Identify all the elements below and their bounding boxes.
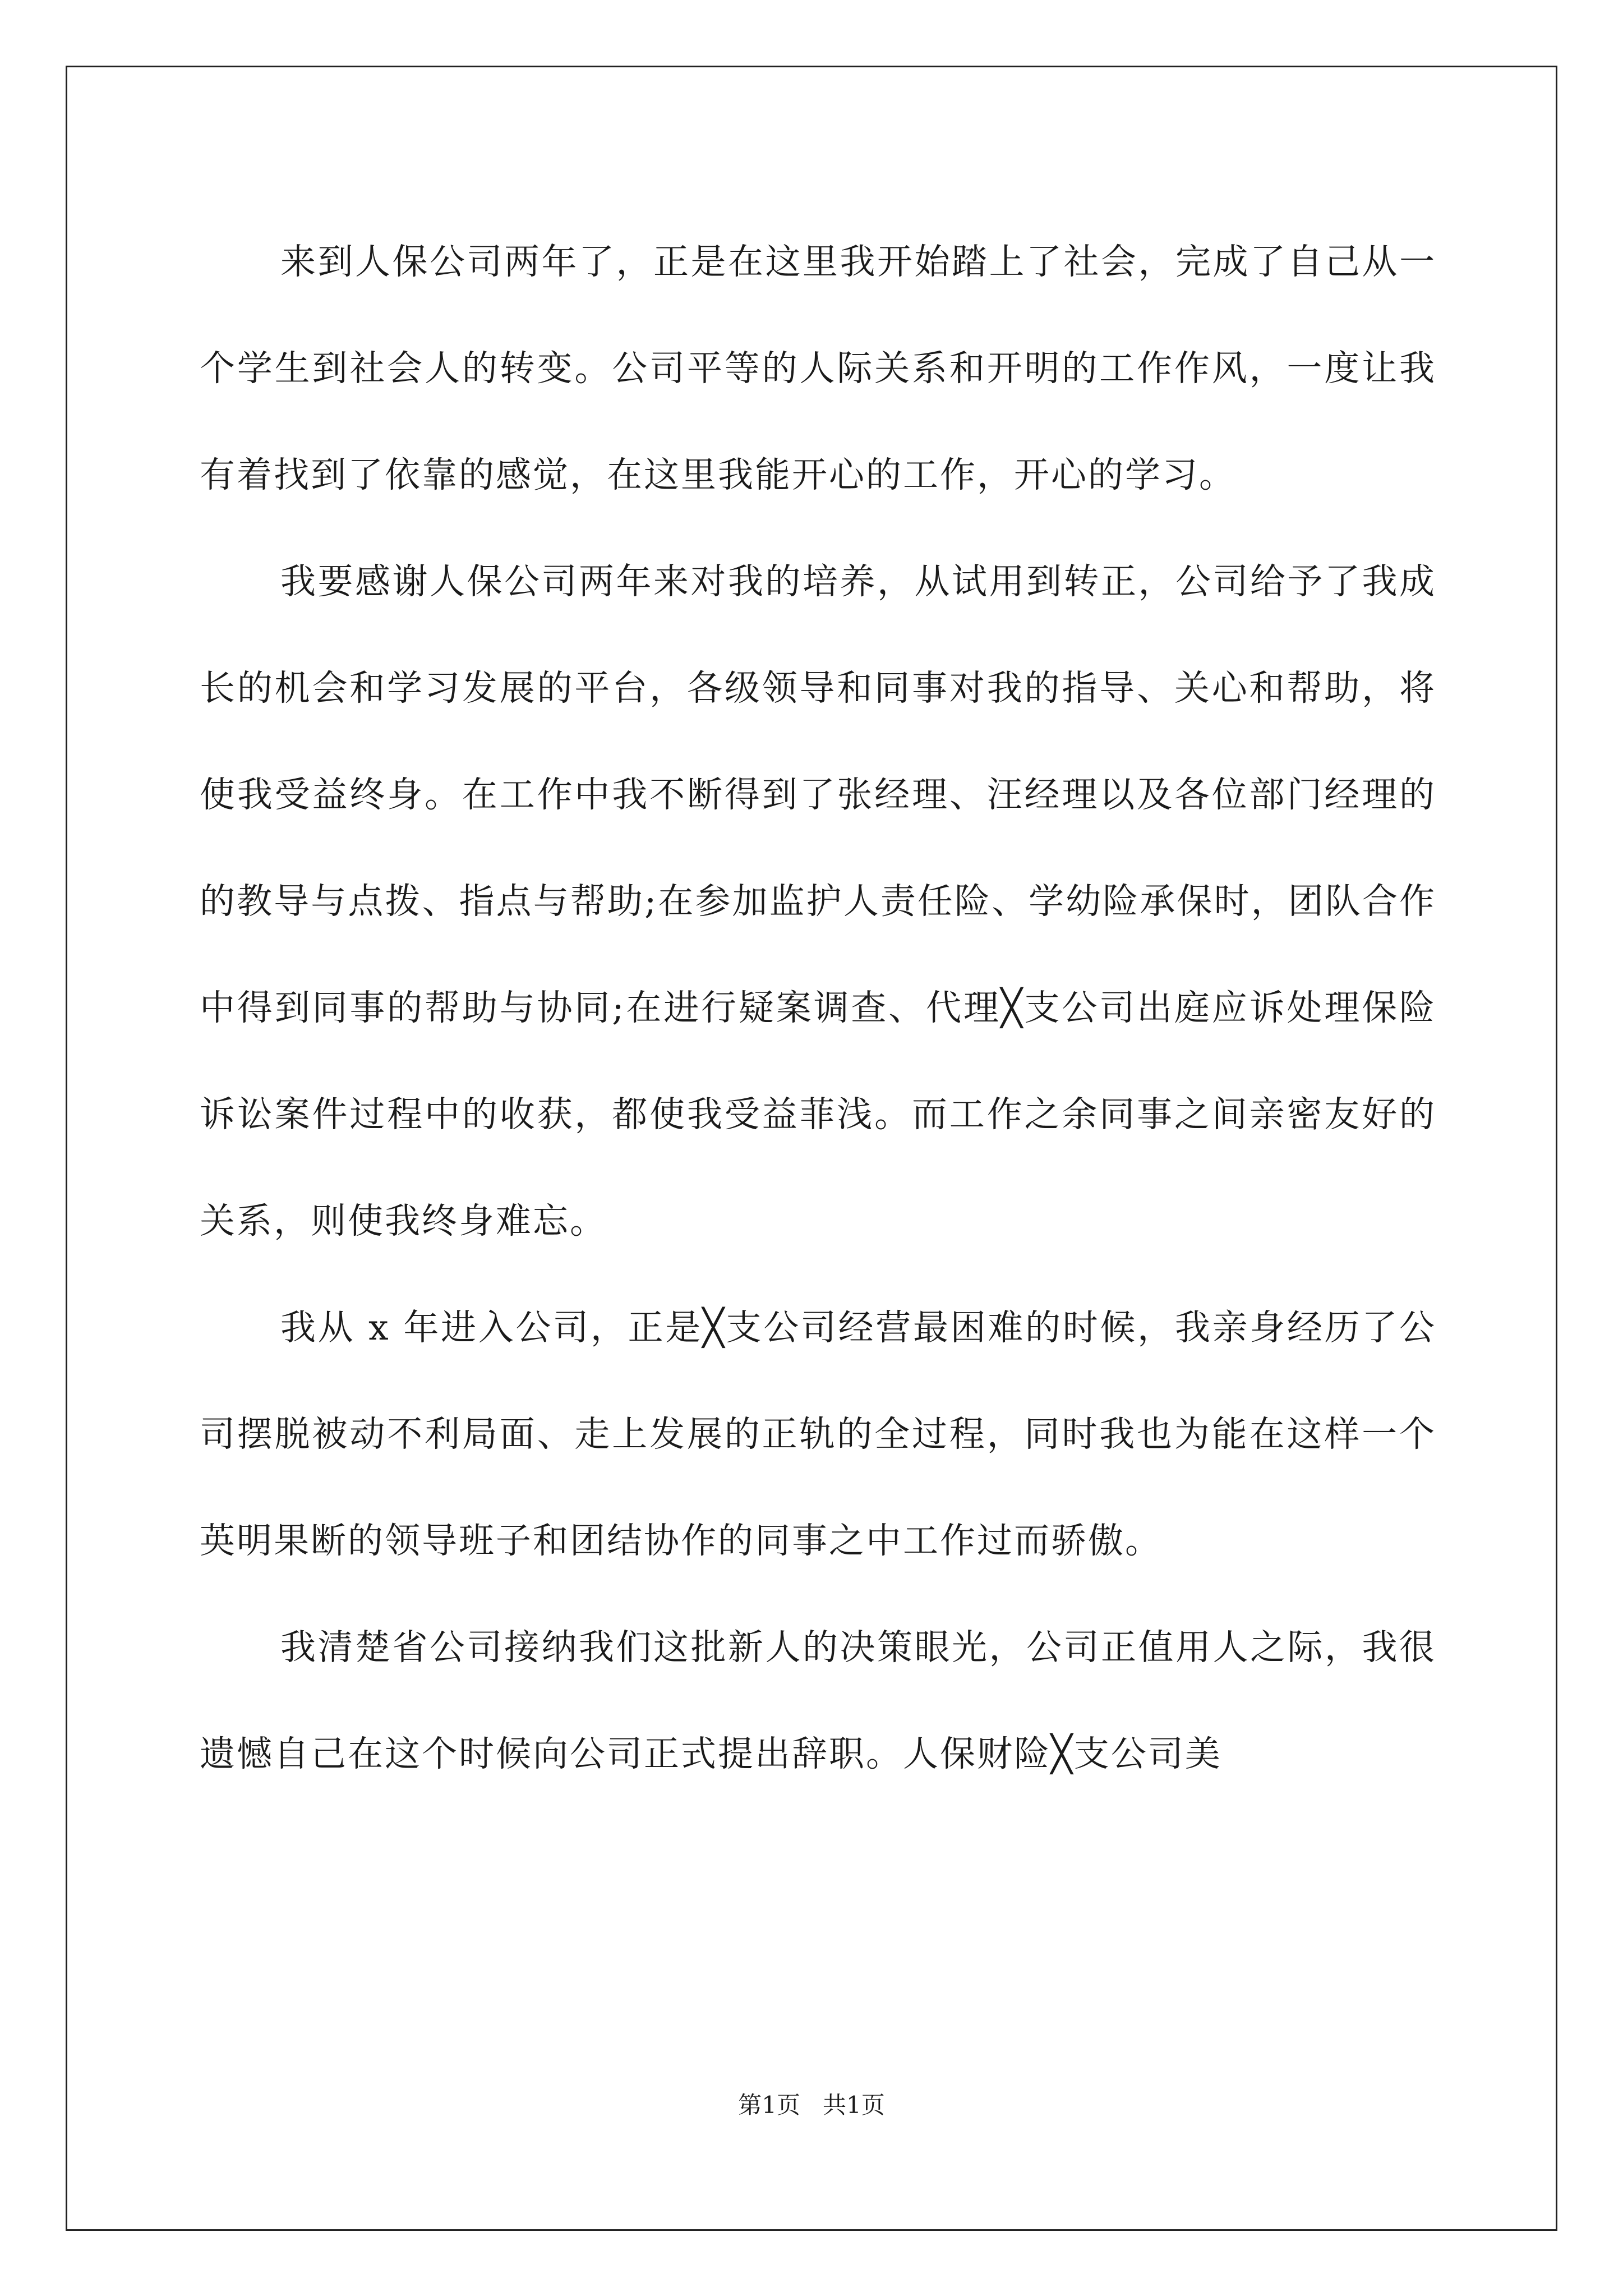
page-footer: [0, 2087, 1623, 2120]
paragraph: 我从 x 年进入公司，正是╳支公司经营最困难的时候，我亲身经历了公司摆脱被动不利局面、走上发展的正轨的全过程，同时我也为能在这样一个英明果断的领导班子和团结协作的同事之中工作过而骄傲。: [200, 1307, 1436, 1561]
paragraph: 我要感谢人保公司两年来对我的培养，从试用到转正，公司给予了我成长的机会和学习发展的平台，各级领导和同事对我的指导、关心和帮助，将使我受益终身。在工作中我不断得到了张经理、汪经理以及各位部门经理的的教导与点拨、指点与帮助;在参加监护人责任险、学幼险承保时，团队合作中得到同事的帮助与协同;在进行疑案调查、代理╳支公司出庭应诉处理保险诉讼案件过程中的收获，都使我受益菲浅。而工作之余同事之间亲密友好的关系，则使我终身难忘。: [200, 561, 1436, 1241]
page-total: 共1页: [823, 2091, 885, 2119]
paragraph: 我清楚省公司接纳我们这批新人的决策眼光，公司正值用人之际，我很遗憾自己在这个时候向公司正式提出辞职。人保财险╳支公司美: [200, 1627, 1436, 1774]
document-body: [200, 209, 1436, 1807]
paragraph: 来到人保公司两年了，正是在这里我开始踏上了社会，完成了自己从一个学生到社会人的转变。公司平等的人际关系和开明的工作作风，一度让我有着找到了依靠的感觉，在这里我能开心的工作，开心的学习。: [200, 241, 1436, 495]
page-number: 第1页: [738, 2091, 800, 2119]
